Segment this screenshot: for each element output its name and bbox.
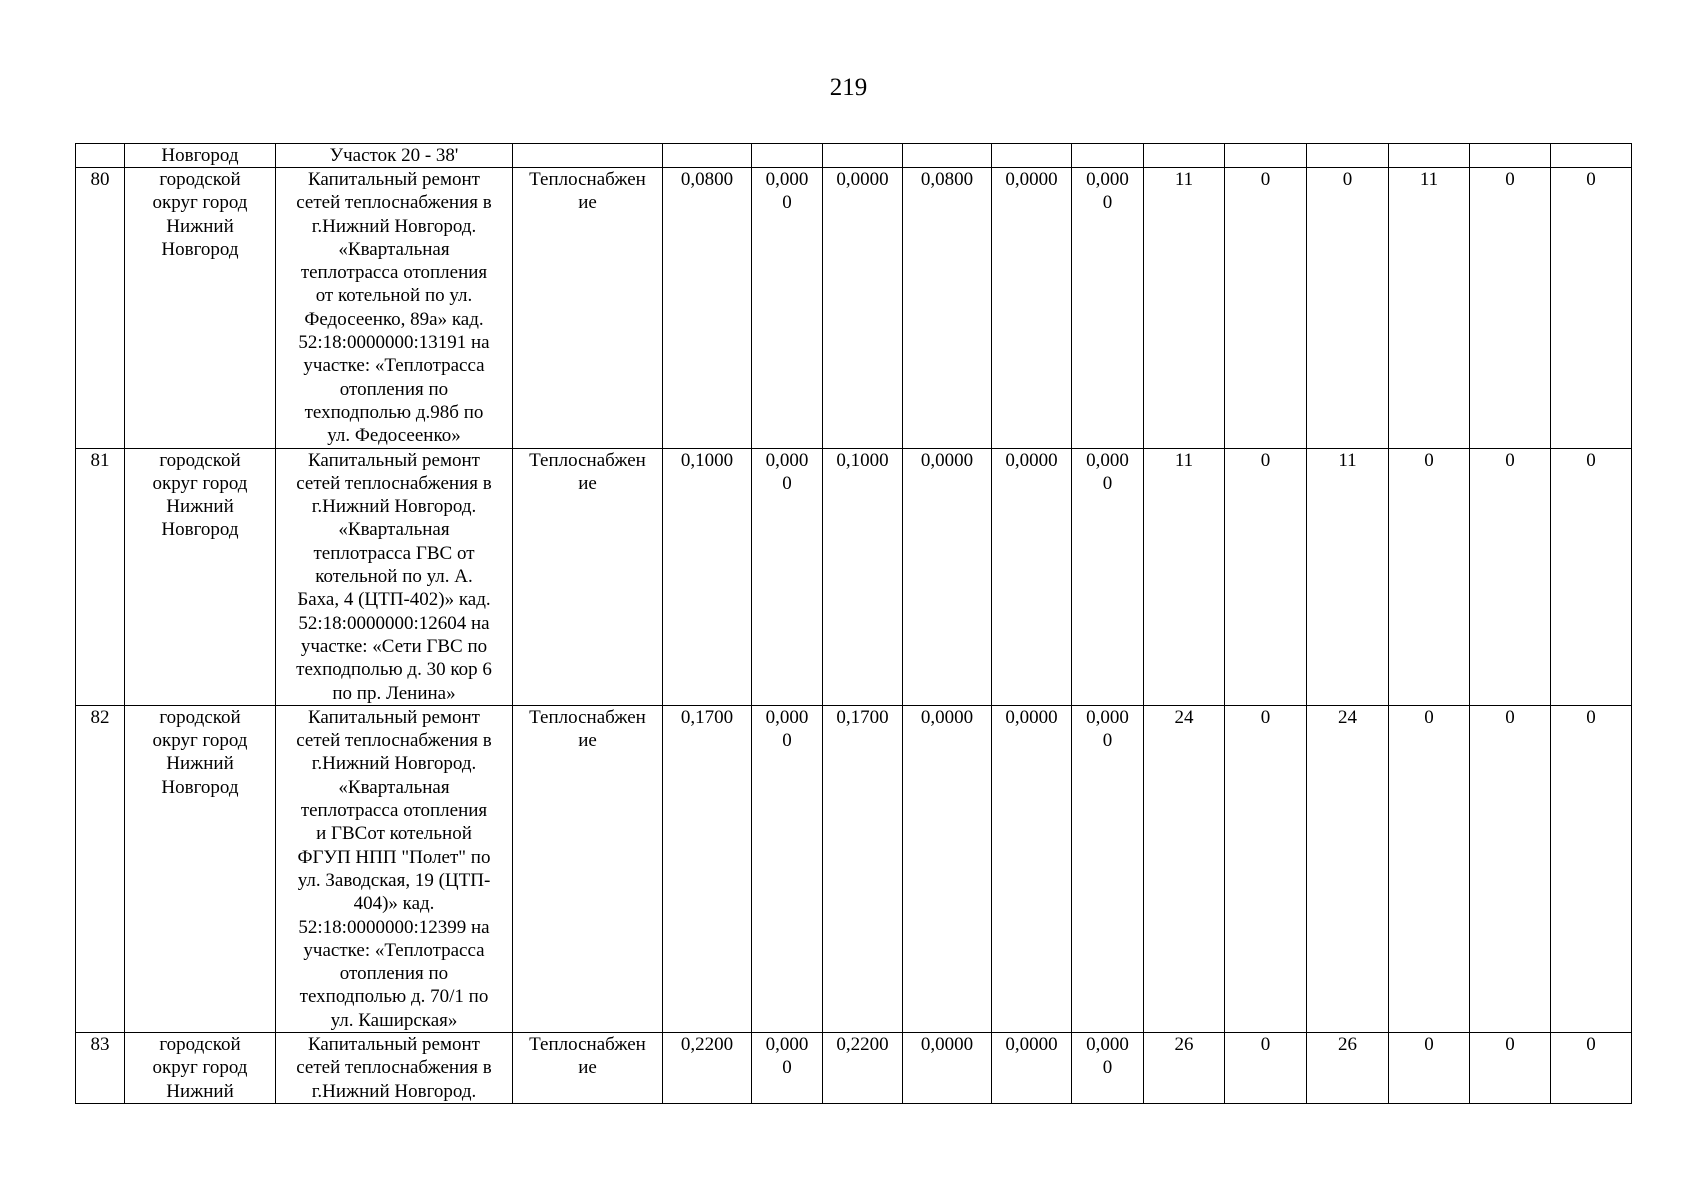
cell-value-5: 0,0000 bbox=[992, 705, 1072, 1032]
cell-cost-6: 0 bbox=[1551, 448, 1632, 705]
cell-empty bbox=[1072, 144, 1144, 168]
cell-line: 0 bbox=[782, 192, 792, 214]
cell-line: г.Нижний Новгород. bbox=[311, 215, 477, 237]
cell-empty bbox=[1470, 144, 1551, 168]
cell-line: отопления по bbox=[339, 963, 449, 985]
cell-municipality bbox=[125, 1032, 276, 1103]
cell-line: городской bbox=[159, 449, 241, 471]
cell-line: ул. Каширская» bbox=[330, 1009, 458, 1031]
cell-line: 404)» кад. bbox=[353, 893, 435, 915]
cell-cost-3: 24 bbox=[1307, 705, 1389, 1032]
cell-cost-5: 0 bbox=[1470, 1032, 1551, 1103]
cell-line: «Квартальная bbox=[338, 776, 450, 798]
cell-value-1: 0,2200 bbox=[663, 1032, 752, 1103]
cell-line: г.Нижний Новгород. bbox=[311, 496, 477, 518]
cell-line: сетей теплоснабжения в bbox=[296, 730, 492, 752]
cell-value-1: 0,1000 bbox=[663, 448, 752, 705]
cell-empty bbox=[1144, 144, 1225, 168]
cell-line: от котельной по ул. bbox=[315, 285, 473, 307]
cell-line: 0 bbox=[1102, 192, 1113, 214]
cell-sector bbox=[513, 705, 663, 1032]
cell-line: Капитальный ремонт bbox=[307, 1033, 480, 1055]
cell-description bbox=[276, 1032, 513, 1103]
cell-line: 0 bbox=[1102, 472, 1113, 494]
cell-cost-4: 0 bbox=[1389, 705, 1470, 1032]
table-row bbox=[76, 1032, 1632, 1103]
cell-line: ие bbox=[578, 472, 597, 494]
cell-line: Капитальный ремонт bbox=[307, 169, 480, 190]
cell-value-1: 0,1700 bbox=[663, 705, 752, 1032]
cell-cost-4: 0 bbox=[1389, 448, 1470, 705]
cell-line: сетей теплоснабжения в bbox=[296, 192, 492, 214]
cell-value-2 bbox=[752, 168, 823, 449]
table-row bbox=[76, 168, 1632, 449]
cell-line: 0,000 bbox=[765, 449, 809, 471]
cell-line: Капитальный ремонт bbox=[307, 449, 480, 471]
cell-value-5: 0,0000 bbox=[992, 1032, 1072, 1103]
cell-value-4: 0,0800 bbox=[903, 168, 992, 449]
cell-line: 0 bbox=[782, 472, 792, 494]
cell-line: 0,000 bbox=[765, 1033, 809, 1055]
cell-line: 0 bbox=[1102, 1057, 1113, 1079]
cell-empty bbox=[513, 144, 663, 168]
cell-cost-1: 11 bbox=[1144, 168, 1225, 449]
cell-line: Нижний bbox=[166, 496, 234, 518]
cell-line: городской bbox=[159, 169, 241, 190]
table-row bbox=[76, 705, 1632, 1032]
cell-line: Теплоснабжен bbox=[529, 706, 646, 728]
cell-line: и ГВСот котельной bbox=[316, 823, 472, 845]
cell-no: 81 bbox=[76, 448, 125, 705]
cell-empty bbox=[663, 144, 752, 168]
cell-description bbox=[276, 168, 513, 449]
cell-line: «Квартальная bbox=[338, 238, 450, 260]
cell-no: 82 bbox=[76, 705, 125, 1032]
cell-line: 0,000 bbox=[1086, 706, 1129, 728]
continuation-row bbox=[76, 144, 1632, 168]
cell-value-1: 0,0800 bbox=[663, 168, 752, 449]
cell-empty bbox=[752, 144, 823, 168]
cell-value-6 bbox=[1072, 1032, 1144, 1103]
cell-line: ул. Заводская, 19 (ЦТП- bbox=[297, 869, 491, 891]
cell-line: г.Нижний Новгород. bbox=[311, 753, 477, 775]
cell-line: округ город bbox=[152, 472, 248, 494]
cell-municipality bbox=[125, 705, 276, 1032]
cell-line: Новгород bbox=[161, 776, 239, 798]
cell-value-3: 0,1000 bbox=[823, 448, 903, 705]
cell-line: теплотрасса ГВС от bbox=[313, 542, 475, 564]
cell-line: 0 bbox=[1102, 730, 1113, 752]
cell-cost-3: 0 bbox=[1307, 168, 1389, 449]
cell-cost-1: 26 bbox=[1144, 1032, 1225, 1103]
cell-value-6 bbox=[1072, 705, 1144, 1032]
cell-cost-4: 11 bbox=[1389, 168, 1470, 449]
cell-line: ФГУП НПП "Полет" по bbox=[297, 846, 491, 868]
table-row bbox=[76, 448, 1632, 705]
cell-line: Баха, 4 (ЦТП-402)» кад. bbox=[297, 589, 491, 611]
cell-line: городской bbox=[159, 706, 241, 728]
cell-cost-2: 0 bbox=[1225, 448, 1307, 705]
cell-empty bbox=[992, 144, 1072, 168]
cell-value-3: 0,0000 bbox=[823, 168, 903, 449]
cell-value-3: 0,2200 bbox=[823, 1032, 903, 1103]
investment-table bbox=[75, 143, 1632, 1104]
cell-line: 0,000 bbox=[1086, 449, 1129, 471]
cell-line: сетей теплоснабжения в bbox=[296, 472, 492, 494]
cell-value-5: 0,0000 bbox=[992, 448, 1072, 705]
cell-value-6 bbox=[1072, 448, 1144, 705]
cell-line: участке: «Сети ГВС по bbox=[300, 635, 488, 657]
cell-cost-5: 0 bbox=[1470, 168, 1551, 449]
cell-municipality bbox=[125, 168, 276, 449]
cell-empty bbox=[1225, 144, 1307, 168]
cell-cost-2: 0 bbox=[1225, 705, 1307, 1032]
cell-line: ул. Федосеенко» bbox=[327, 425, 461, 447]
cell-line: 0,000 bbox=[1086, 169, 1129, 190]
cell-description bbox=[276, 448, 513, 705]
cell-value-4: 0,0000 bbox=[903, 1032, 992, 1103]
cell-line: 0,000 bbox=[765, 169, 809, 190]
cell-line: округ город bbox=[152, 192, 248, 214]
cell-line: 0,000 bbox=[765, 706, 809, 728]
cell-empty bbox=[823, 144, 903, 168]
cell-value-4: 0,0000 bbox=[903, 448, 992, 705]
cell-line: Капитальный ремонт bbox=[307, 706, 480, 728]
cell-cost-1: 24 bbox=[1144, 705, 1225, 1032]
cell-no bbox=[76, 144, 125, 168]
cell-line: округ город bbox=[152, 1057, 248, 1079]
cell-municipality: Новгород bbox=[125, 144, 276, 168]
cell-line: Нижний bbox=[166, 753, 234, 775]
cell-line: теплотрасса отопления bbox=[300, 800, 488, 822]
cell-empty bbox=[1551, 144, 1632, 168]
cell-line: отопления по bbox=[339, 378, 449, 400]
cell-line: котельной по ул. А. bbox=[315, 566, 473, 588]
cell-line: округ город bbox=[152, 730, 248, 752]
cell-empty bbox=[1307, 144, 1389, 168]
cell-line: теплотрасса отопления bbox=[300, 262, 488, 284]
cell-line: техподполью д. 70/1 по bbox=[299, 986, 489, 1008]
cell-line: 0,000 bbox=[1086, 1033, 1129, 1055]
cell-line: г.Нижний Новгород. bbox=[311, 1080, 477, 1102]
cell-line: Теплоснабжен bbox=[529, 1033, 646, 1055]
cell-line: ие bbox=[578, 730, 597, 752]
cell-sector bbox=[513, 448, 663, 705]
cell-no: 83 bbox=[76, 1032, 125, 1103]
cell-cost-6: 0 bbox=[1551, 705, 1632, 1032]
cell-line: Нижний bbox=[166, 1080, 234, 1102]
cell-line: городской bbox=[159, 1033, 241, 1055]
cell-line: Новгород bbox=[161, 519, 239, 541]
cell-value-6 bbox=[1072, 168, 1144, 449]
cell-line: Теплоснабжен bbox=[529, 169, 646, 190]
cell-value-2 bbox=[752, 1032, 823, 1103]
cell-empty bbox=[1389, 144, 1470, 168]
cell-line: ие bbox=[578, 1057, 597, 1079]
cell-description bbox=[276, 705, 513, 1032]
cell-line: Теплоснабжен bbox=[529, 449, 646, 471]
cell-cost-5: 0 bbox=[1470, 705, 1551, 1032]
cell-line: «Квартальная bbox=[338, 519, 450, 541]
cell-empty bbox=[903, 144, 992, 168]
cell-line: участке: «Теплотрасса bbox=[303, 355, 485, 377]
cell-sector bbox=[513, 1032, 663, 1103]
cell-line: Новгород bbox=[161, 238, 239, 260]
cell-description: Участок 20 - 38' bbox=[276, 144, 513, 168]
page-number: 219 bbox=[829, 74, 868, 101]
cell-line: ие bbox=[578, 192, 597, 214]
cell-value-2 bbox=[752, 448, 823, 705]
cell-cost-2: 0 bbox=[1225, 1032, 1307, 1103]
cell-line: Федосеенко, 89а» кад. bbox=[304, 308, 484, 330]
cell-line: 52:18:0000000:13191 на bbox=[298, 332, 490, 354]
cell-cost-6: 0 bbox=[1551, 168, 1632, 449]
cell-line: по пр. Ленина» bbox=[332, 682, 456, 704]
cell-line: 52:18:0000000:12399 на bbox=[298, 916, 490, 938]
cell-value-2 bbox=[752, 705, 823, 1032]
cell-line: техподполью д. 30 кор 6 bbox=[296, 659, 492, 681]
cell-cost-3: 26 bbox=[1307, 1032, 1389, 1103]
cell-no: 80 bbox=[76, 168, 125, 449]
cell-line: техподполью д.98б по bbox=[304, 401, 484, 423]
cell-cost-1: 11 bbox=[1144, 448, 1225, 705]
cell-line: 52:18:0000000:12604 на bbox=[298, 612, 490, 634]
cell-value-4: 0,0000 bbox=[903, 705, 992, 1032]
cell-value-3: 0,1700 bbox=[823, 705, 903, 1032]
cell-cost-5: 0 bbox=[1470, 448, 1551, 705]
cell-line: 0 bbox=[782, 1057, 792, 1079]
cell-line: Нижний bbox=[166, 215, 234, 237]
cell-line: сетей теплоснабжения в bbox=[296, 1057, 492, 1079]
cell-cost-2: 0 bbox=[1225, 168, 1307, 449]
cell-cost-4: 0 bbox=[1389, 1032, 1470, 1103]
cell-line: участке: «Теплотрасса bbox=[303, 939, 485, 961]
cell-sector bbox=[513, 168, 663, 449]
cell-cost-6: 0 bbox=[1551, 1032, 1632, 1103]
cell-municipality bbox=[125, 448, 276, 705]
cell-cost-3: 11 bbox=[1307, 448, 1389, 705]
cell-value-5: 0,0000 bbox=[992, 168, 1072, 449]
cell-line: 0 bbox=[782, 730, 792, 752]
